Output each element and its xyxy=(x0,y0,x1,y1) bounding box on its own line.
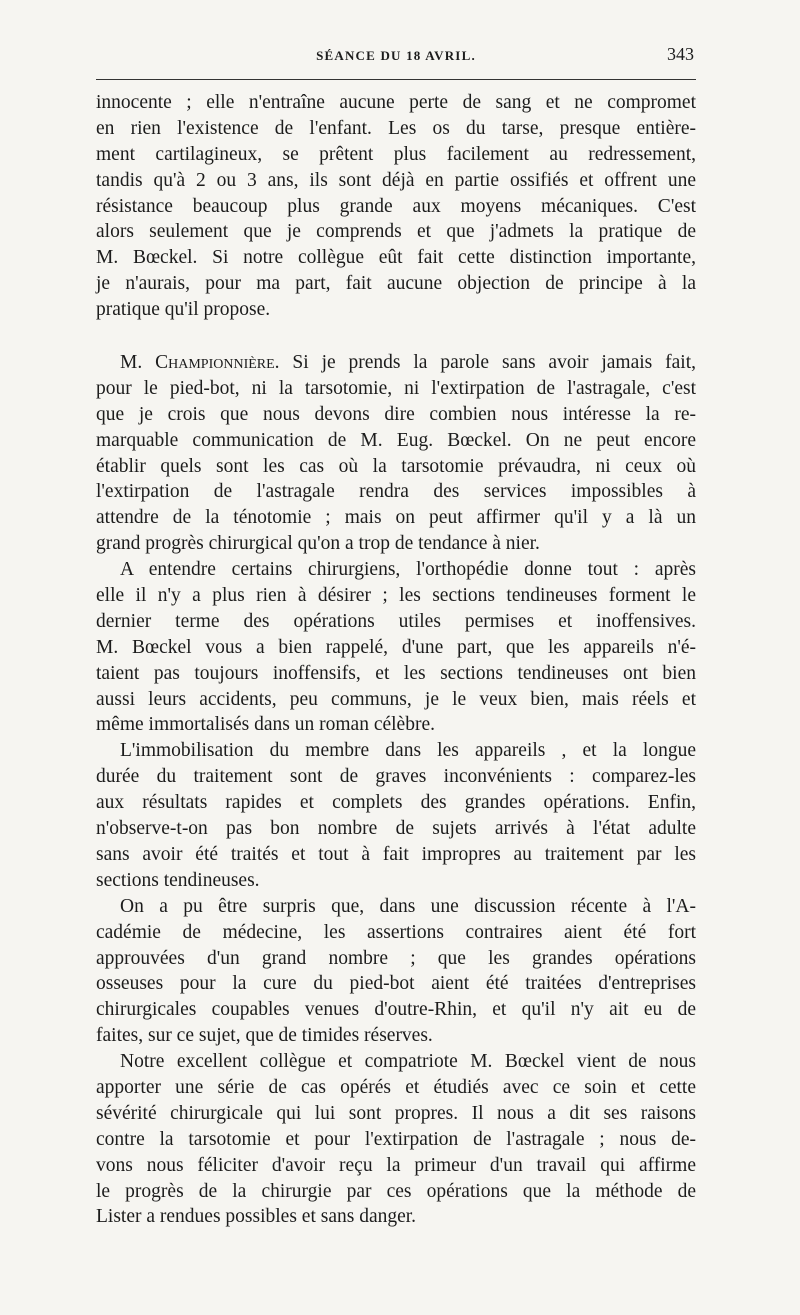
paragraph xyxy=(96,557,696,738)
text-line: que je crois que nous devons dire combien nous intéresse la re- xyxy=(96,403,696,425)
speaker-prefix: M. xyxy=(120,352,156,374)
text-line: pratique qu'il propose. xyxy=(96,299,271,321)
text-line: apporter une série de cas opérés et étudiés avec ce soin et cette xyxy=(96,1076,696,1098)
text-line: innocente ; elle n'entraîne aucune perte de sang et ne compromet xyxy=(96,92,696,113)
header-rule xyxy=(96,79,696,80)
running-head: SÉANCE DU 18 AVRIL. xyxy=(316,48,476,63)
text-line: sévérité chirurgicale qui lui sont propres. Il nous a dit ses raisons xyxy=(96,1102,696,1124)
text-line: dernier terme des opérations utiles permises et inoffensives. xyxy=(96,610,696,632)
page-header xyxy=(96,44,696,74)
paragraph xyxy=(96,350,696,557)
text-line: résistance beaucoup plus grande aux moyens mécaniques. C'est xyxy=(96,195,696,217)
text-line: cadémie de médecine, les assertions contraires aient été fort xyxy=(96,921,696,943)
text-line: approuvées d'un grand nombre ; que les grandes opérations xyxy=(96,947,696,969)
text-line: M. Bœckel. Si notre collègue eût fait cette distinction importante, xyxy=(96,247,696,269)
text-line: faites, sur ce sujet, que de timides réserves. xyxy=(96,1025,433,1047)
text-line: attendre de la ténotomie ; mais on peut affirmer qu'il y a là un xyxy=(96,507,696,529)
text-line: contre la tarsotomie et pour l'extirpation de l'astragale ; nous de- xyxy=(96,1128,696,1150)
text-line: pour le pied-bot, ni la tarsotomie, ni l'extirpation de l'astragale, c'est xyxy=(96,377,696,399)
text-line: sans avoir été traités et tout à fait impropres au traitement par les xyxy=(96,843,696,865)
text-line: M. Bœckel vous a bien rappelé, d'une part, que les appareils n'é- xyxy=(96,636,696,658)
text-line: A entendre certains chirurgiens, l'orthopédie donne tout : après xyxy=(120,559,696,581)
text-line: l'extirpation de l'astragale rendra des services impossibles à xyxy=(96,481,696,503)
text-line: aux résultats rapides et complets des grandes opérations. Enfin, xyxy=(96,792,696,814)
paragraph xyxy=(96,894,696,1049)
page-number: 343 xyxy=(667,44,694,64)
text-line: chirurgicales coupables venues d'outre-Rhin, et qu'il n'y ait eu de xyxy=(96,999,696,1021)
text-line: ment cartilagineux, se prêtent plus facilement au redressement, xyxy=(96,143,696,165)
text-line: durée du traitement sont de graves inconvénients : comparez-les xyxy=(96,766,696,788)
text-line: établir quels sont les cas où la tarsotomie prévaudra, ni ceux où xyxy=(96,455,696,477)
body-text xyxy=(96,90,696,1230)
text-line: Lister a rendues possibles et sans danger. xyxy=(96,1206,417,1228)
text-line: marquable communication de M. Eug. Bœckel. On ne peut encore xyxy=(96,429,696,451)
paragraph xyxy=(96,90,696,323)
text-line: vons nous féliciter d'avoir reçu la primeur d'un travail qui affirme xyxy=(96,1154,696,1176)
paragraph xyxy=(96,738,696,893)
text-line: je n'aurais, pour ma part, fait aucune objection de principe à la xyxy=(96,273,696,295)
text-line: n'observe-t-on pas bon nombre de sujets arrivés à l'état adulte xyxy=(96,818,696,840)
text-line: osseuses pour la cure du pied-bot aient été traitées d'entreprises xyxy=(96,973,696,995)
text-line: grand progrès chirurgical qu'on a trop de tendance à nier. xyxy=(96,533,540,555)
text-line: taient pas toujours inoffensifs, et les sections tendineuses ont bien xyxy=(96,662,696,684)
text-line: en rien l'existence de l'enfant. Les os du tarse, presque entière- xyxy=(96,117,696,139)
text-line: L'immobilisation du membre dans les appareils , et la longue xyxy=(120,740,696,762)
paragraph xyxy=(96,1049,696,1230)
text-line: On a pu être surpris que, dans une discussion récente à l'A- xyxy=(120,895,696,917)
text-line: Notre excellent collègue et compatriote M. Bœckel vient de nous xyxy=(120,1051,696,1073)
text-line: aussi leurs accidents, peu communs, je le veux bien, mais réels et xyxy=(96,688,696,710)
text-line: tandis qu'à 2 ou 3 ans, ils sont déjà en partie ossifiés et offrent une xyxy=(96,169,696,191)
text-line: le progrès de la chirurgie par ces opérations que la méthode de xyxy=(96,1180,696,1202)
text-line: même immortalisés dans un roman célèbre. xyxy=(96,714,435,736)
text-segment: Si je prends la parole sans avoir jamais fait, xyxy=(279,352,697,374)
text-line xyxy=(96,350,696,376)
text-line: sections tendineuses. xyxy=(96,869,260,891)
text-line: alors seulement que je comprends et que j'admets la pratique de xyxy=(96,221,696,243)
text-line: elle il n'y a plus rien à désirer ; les sections tendineuses forment le xyxy=(96,585,696,607)
speaker-name: Championnière. xyxy=(155,352,280,374)
